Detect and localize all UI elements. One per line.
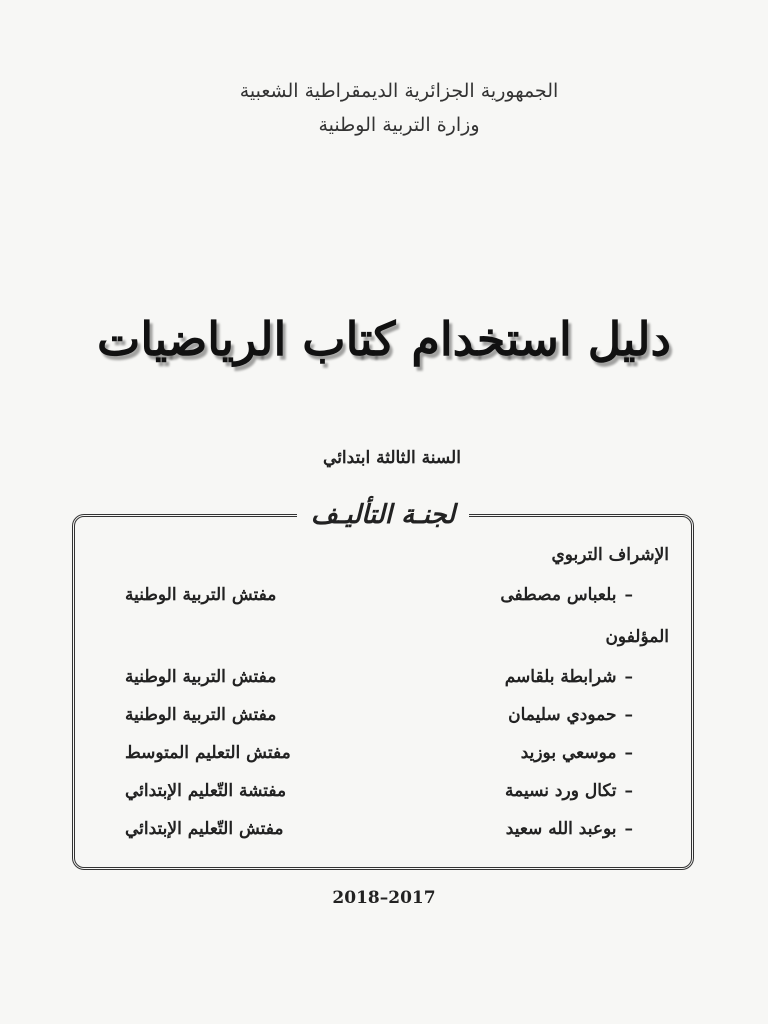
grade-level: السنة الثالثة ابتدائي (323, 448, 461, 468)
author-row (75, 705, 691, 735)
author-name: تكال ورد نسيمة (505, 781, 617, 801)
list-dash: – (624, 585, 633, 605)
supervision-heading: الإشراف التربوي (551, 545, 669, 565)
academic-year: 2018–2017 (332, 888, 436, 908)
author-role: مفتش التعليم المتوسط (125, 743, 291, 763)
ministry-name: وزارة التربية الوطنية (318, 114, 480, 136)
document-title: دليل استخدام كتاب الرياضيات (97, 312, 671, 366)
author-name-wrap (505, 667, 633, 687)
author-row (75, 781, 691, 811)
list-dash: – (624, 819, 633, 839)
author-name: موسعي بوزيد (520, 743, 617, 763)
document-header (0, 74, 768, 142)
author-name-wrap (508, 705, 633, 725)
supervisor-role: مفتش التربية الوطنية (125, 585, 277, 605)
authors-heading: المؤلفون (605, 627, 669, 647)
supervisor-row (75, 585, 691, 615)
committee-title: لجنـة التأليـف (297, 497, 469, 533)
list-dash: – (624, 781, 633, 801)
author-row (75, 667, 691, 697)
committee-title-wrap (75, 497, 691, 533)
supervisor-name: بلعباس مصطفى (500, 585, 617, 605)
list-dash: – (624, 743, 633, 763)
list-dash: – (624, 705, 633, 725)
country-name: الجمهورية الجزائرية الديمقراطية الشعبية (239, 80, 559, 102)
author-row (75, 743, 691, 773)
list-dash: – (624, 667, 633, 687)
supervisor-name-wrap (500, 585, 633, 605)
author-role: مفتشة التّعليم الإبتدائي (125, 781, 287, 801)
author-name-wrap (505, 781, 633, 801)
author-name: حمودي سليمان (508, 705, 617, 725)
committee-frame (72, 500, 694, 870)
author-role: مفتش التّعليم الإبتدائي (125, 819, 284, 839)
author-row (75, 819, 691, 849)
author-name: شرابطة بلقاسم (504, 667, 617, 687)
author-name-wrap (521, 743, 633, 763)
author-name-wrap (506, 819, 633, 839)
author-role: مفتش التربية الوطنية (125, 705, 277, 725)
author-name: بوعبد الله سعيد (505, 819, 617, 839)
author-role: مفتش التربية الوطنية (125, 667, 277, 687)
